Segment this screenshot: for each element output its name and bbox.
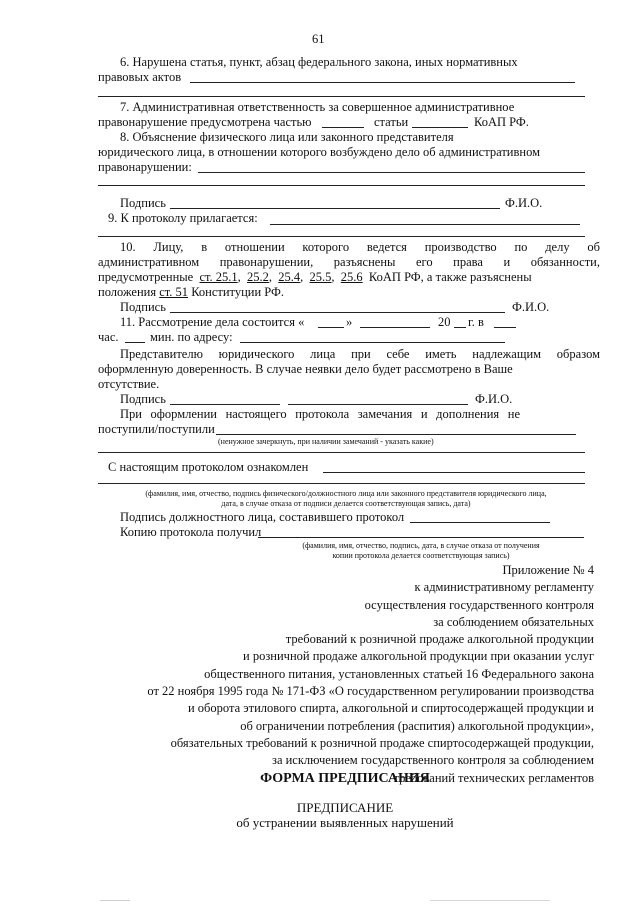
acquainted-hint-1: (фамилия, имя, отчество, подпись физического/должностного лица или законного представителя юридического лица,	[145, 489, 547, 498]
section-7-article-field[interactable]	[412, 127, 468, 128]
ref-article-25-2[interactable]: 25.2	[247, 270, 269, 284]
section-11-line-2a: час.	[98, 330, 119, 344]
section-11-line-1c: 20	[438, 315, 451, 329]
copy-received-hint-1: (фамилия, имя, отчество, подпись, дата, в случае отказа от получения	[302, 541, 540, 550]
appendix-line: и розничной продаже алкогольной продукции при оказании услуг	[243, 649, 594, 664]
section-9-field[interactable]	[270, 224, 580, 225]
signature-2-field[interactable]	[170, 312, 505, 313]
signature-3-fio: Ф.И.О.	[475, 392, 513, 406]
section-10-line-2: административном правонарушении, разъяснены его права и обязанности,	[98, 255, 600, 269]
section-10-line-3b: КоАП РФ, а также разъяснены	[368, 270, 532, 284]
section-7-line-2b: статьи	[374, 115, 409, 129]
copy-received-hint-2: копии протокола делается соответствующая запись)	[332, 551, 510, 560]
hearing-month-field[interactable]	[360, 327, 430, 328]
appendix-line: за исключением государственного контроля за соблюдением	[272, 753, 594, 768]
remarks-field[interactable]	[216, 434, 576, 435]
section-7-line-2a: правонарушение предусмотрена частью	[98, 115, 312, 129]
section-7-part-field[interactable]	[322, 127, 364, 128]
page-number: 61	[312, 32, 325, 46]
section-8-field-1[interactable]	[198, 172, 585, 173]
section-8-field-2[interactable]	[98, 185, 585, 186]
signature-2-label: Подпись	[120, 300, 166, 314]
section-6-field-extra[interactable]	[98, 96, 585, 97]
section-10-line-4	[98, 285, 284, 300]
hearing-year-field[interactable]	[454, 327, 466, 328]
ref-article-25-5[interactable]: 25.5	[309, 270, 332, 284]
hearing-address-field[interactable]	[240, 342, 505, 343]
appendix-line: за соблюдением обязательных	[433, 614, 594, 629]
section-7-line-2c: КоАП РФ.	[474, 115, 529, 129]
document-title: ПРЕДПИСАНИЕ	[296, 800, 394, 815]
appendix-line: к административному регламенту	[414, 580, 594, 595]
document-subtitle: об устранении выявленных нарушений	[236, 815, 454, 830]
hearing-hour-field[interactable]	[494, 327, 516, 328]
section-10-line-4b: Конституции РФ.	[191, 285, 285, 299]
section-11-line-2b: мин. по адресу:	[150, 330, 233, 344]
section-11-line-1d: г. в	[468, 315, 484, 329]
appendix-line: общественного питания, установленных статьей 16 Федерального закона	[204, 666, 594, 681]
signature-3-label: Подпись	[120, 392, 166, 406]
representative-line-2: оформленную доверенность. В случае неявки дело будет рассмотрено в Ваше	[98, 362, 513, 376]
remarks-field-extra[interactable]	[98, 452, 585, 453]
signature-2-fio: Ф.И.О.	[512, 300, 550, 314]
signature-3-fio-field[interactable]	[288, 404, 468, 405]
appendix-line: и оборота этилового спирта, алкогольной и спиртосодержащей продукции и	[187, 701, 594, 716]
section-11-line-1a: 11. Рассмотрение дела состоится «	[120, 315, 305, 329]
section-7-line-1: 7. Административная ответственность за совершенное административное	[120, 100, 515, 114]
appendix-block	[60, 562, 594, 787]
section-8-line-2: юридического лица, в отношении которого возбуждено дело об административном	[98, 145, 540, 159]
remarks-hint: (ненужное зачеркнуть, при наличии замечаний - указать какие)	[218, 437, 434, 446]
signature-3-field[interactable]	[170, 404, 280, 405]
remarks-line-1: При оформлении настоящего протокола замечания и дополнения не	[120, 407, 520, 421]
signature-1-field[interactable]	[170, 208, 500, 209]
representative-line-1: Представителю юридического лица при себе иметь надлежащим образом	[120, 347, 600, 361]
section-10-line-1: 10. Лицу, в отношении которого ведется производство по делу об	[120, 240, 600, 254]
appendix-line: об ограничении потребления (распития) алкогольной продукции»,	[240, 718, 594, 733]
ref-article-25-1[interactable]: ст. 25.1	[199, 270, 238, 284]
ref-constitution-51[interactable]: ст. 51	[159, 285, 189, 299]
section-9-field-extra[interactable]	[98, 236, 585, 237]
ref-article-25-4[interactable]: 25.4	[278, 270, 301, 284]
appendix-line: требований технических регламентов	[393, 770, 594, 785]
section-11-line-1b: »	[346, 315, 353, 329]
section-6-line-1: 6. Нарушена статья, пункт, абзац федерального закона, иных нормативных	[120, 55, 518, 69]
copy-received-label: Копию протокола получил	[120, 525, 262, 539]
signature-1-label: Подпись	[120, 196, 166, 210]
section-10-line-3a: предусмотренные	[98, 270, 194, 284]
section-9-label: 9. К протоколу прилагается:	[108, 211, 258, 225]
section-10-line-4a: положения	[98, 285, 157, 299]
form-title: ФОРМА ПРЕДПИСАНИЯ	[260, 771, 430, 786]
hearing-day-field[interactable]	[318, 327, 344, 328]
acquainted-field[interactable]	[323, 472, 585, 473]
ref-article-25-6[interactable]: 25.6	[340, 270, 363, 284]
representative-line-3: отсутствие.	[98, 377, 160, 391]
section-6-line-2: правовых актов	[98, 70, 182, 84]
section-6-field[interactable]	[190, 82, 575, 83]
appendix-line: от 22 ноября 1995 года № 171-ФЗ «О государственном регулировании производства	[147, 684, 594, 699]
scan-artifact	[100, 900, 130, 901]
section-8-line-1: 8. Объяснение физического лица или законного представителя	[120, 130, 454, 144]
section-8-line-3: правонарушении:	[98, 160, 192, 174]
hearing-minute-field[interactable]	[125, 342, 145, 343]
scan-artifact	[430, 900, 550, 901]
remarks-line-2: поступили/поступили	[98, 422, 215, 436]
official-signature-label: Подпись должностного лица, составившего протокол	[120, 510, 405, 524]
appendix-line: обязательных требований к розничной продаже спиртосодержащей продукции,	[170, 735, 594, 750]
official-signature-field[interactable]	[410, 522, 550, 523]
section-10-line-3: предусмотренные ст. 25.1, 25.2, 25.4, 25.5, 25.6 КоАП РФ, а также разъяснены	[98, 270, 532, 284]
copy-received-field[interactable]	[258, 537, 584, 538]
signature-1-fio: Ф.И.О.	[505, 196, 543, 210]
appendix-line: требований к розничной продаже алкогольной продукции	[285, 632, 594, 647]
acquainted-label: С настоящим протоколом ознакомлен	[108, 460, 309, 474]
acquainted-field-extra[interactable]	[98, 483, 585, 484]
acquainted-hint-2: дата, в случае отказа от подписи делается соответствующая запись, дата)	[221, 499, 471, 508]
appendix-line: осуществления государственного контроля	[364, 597, 594, 612]
appendix-line: Приложение № 4	[502, 563, 594, 577]
